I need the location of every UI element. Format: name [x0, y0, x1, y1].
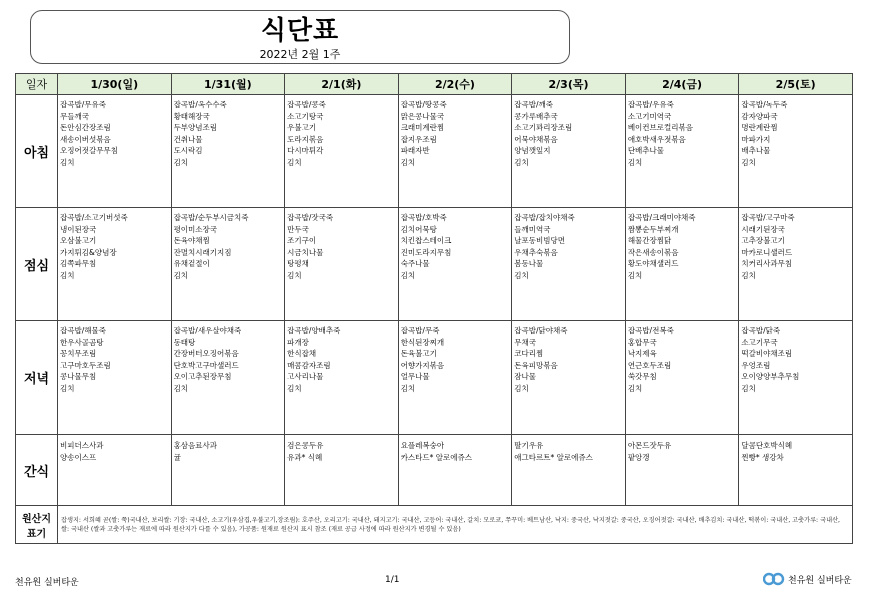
menu-cell	[58, 435, 172, 506]
menu-item: 김치	[514, 157, 529, 167]
menu-item: 오이고추된장무침	[173, 372, 232, 381]
menu-item: 탕평채	[287, 259, 309, 268]
menu-item: 잡곡밥/녹두죽	[741, 100, 788, 109]
menu-item: 잡지우조림	[400, 134, 437, 144]
menu-cell	[58, 95, 172, 208]
menu-item: 잡곡밥/순두부시금치죽	[173, 213, 249, 222]
origin-row	[16, 506, 853, 544]
corner-cell: 일자	[16, 74, 58, 95]
menu-item: 베이컨브로컬리볶음	[627, 123, 694, 132]
menu-item: 돈육불고기	[400, 349, 437, 358]
menu-item: 명란계란찜	[741, 123, 778, 132]
page-number: 1/1	[385, 575, 400, 585]
menu-item: 김치	[400, 270, 416, 280]
menu-item: 낙지제육	[627, 349, 657, 358]
menu-item: 고구마호두조림	[60, 360, 111, 370]
menu-item: 어묵야채볶음	[514, 134, 558, 144]
menu-cell	[625, 208, 739, 321]
menu-item: 애그타르트* 알로에쥬스	[514, 452, 593, 462]
menu-item: 배추나물	[741, 146, 771, 155]
menu-item: 달콤단호박식혜	[741, 441, 793, 450]
menu-item: 김치	[514, 270, 529, 280]
menu-item: 김치어묵탕	[400, 224, 437, 234]
menu-item: 찐빵* 생강차	[741, 452, 784, 462]
menu-cell	[739, 435, 853, 506]
menu-item: 양념깻잎지	[514, 146, 551, 155]
menu-item: 황도야채샐러드	[627, 259, 679, 268]
menu-item: 김쪽파무침	[60, 259, 97, 268]
menu-item: 시래기된장국	[741, 224, 785, 234]
meal-label: 점심	[16, 208, 58, 321]
origin-text: 잡생지: 서희혜 곧(쌀: 쭉)국내산, 보리쌀: 기장: 국내산, 소고기(우삼겹,우불고기,장조림): 호주산, 오리고기: 국내산, 돼지고기: 국내산, 고등어: 국내산, 갈치: 모로코, 쭈꾸미: 베트남산, 낙지: 중국산, 낙지젓갈: 중국산, 오징어젓갈: 국내산, 배추김치: 국내산, 떡볶이: 국내산, 고춧가루: 국내산, 쌀: 국내산 (쌀과 고춧가루는 재료에 따라 원산지가 다를 수 있음), 가공품: 원재료 원산지 표시 참조 (재료 공급 사정에 따라 원산지가 변경될 수 있음)	[58, 506, 853, 544]
menu-item: 애호박새우젓볶음	[627, 134, 686, 144]
menu-item: 김치	[514, 383, 529, 393]
menu-item: 황태해장국	[173, 111, 210, 121]
menu-item: 김치	[60, 157, 75, 167]
menu-item: 치킨찹스테이크	[400, 236, 452, 245]
menu-item: 잡곡밥/잣국죽	[287, 213, 334, 222]
menu-item: 평이미소장국	[173, 224, 218, 234]
menu-item: 잡곡밥/해물죽	[60, 326, 106, 335]
menu-item: 한우사골곰탕	[60, 337, 104, 347]
menu-cell	[512, 95, 626, 208]
menu-item: 한식잡채	[287, 349, 317, 358]
title-box	[30, 10, 570, 64]
menu-item: 김치	[173, 270, 189, 280]
menu-cell	[739, 321, 853, 435]
page-subtitle: 2022년 2월 1주	[259, 48, 341, 61]
menu-item: 잠나물	[514, 372, 536, 381]
menu-item: 잡곡밥/소고기버섯죽	[60, 213, 128, 222]
menu-item: 홍삼음료사과	[173, 441, 218, 450]
menu-item: 요플레복숭아	[400, 441, 445, 450]
menu-item: 김치	[627, 383, 643, 393]
day-header: 2/1(화)	[285, 74, 399, 95]
menu-item: 마카로니샐러드	[741, 247, 793, 257]
menu-item: 김치	[741, 270, 756, 280]
menu-item: 귤	[173, 452, 181, 462]
menu-item: 꽁치무조림	[60, 349, 97, 358]
menu-cell	[171, 208, 285, 321]
menu-cell	[171, 435, 285, 506]
menu-item: 파개장	[287, 337, 309, 347]
menu-cell	[285, 208, 399, 321]
menu-cell	[285, 435, 399, 506]
menu-item: 냉이된장국	[60, 224, 97, 234]
meal-label: 간식	[16, 435, 58, 506]
page-title: 식단표	[260, 16, 340, 46]
menu-cell	[512, 208, 626, 321]
menu-item: 시금치나물	[287, 247, 324, 257]
meal-label: 아침	[16, 95, 58, 208]
menu-item: 잡곡밥/콩죽	[287, 100, 326, 109]
menu-cell	[285, 95, 399, 208]
menu-cell	[625, 435, 739, 506]
menu-item: 한식된장찌개	[400, 337, 445, 347]
menu-item: 아몬드잣두유	[627, 441, 672, 450]
menu-item: 돈안심간장조림	[60, 123, 111, 132]
day-header: 2/5(토)	[739, 74, 853, 95]
day-header: 2/2(수)	[398, 74, 512, 95]
menu-item: 김치	[627, 270, 643, 280]
day-header: 1/31(월)	[171, 74, 285, 95]
menu-item: 맑은콩나물국	[400, 111, 445, 121]
menu-cell	[625, 95, 739, 208]
menu-item: 김치	[287, 383, 302, 393]
menu-item: 유채겉절이	[173, 259, 210, 268]
menu-item: 김치	[400, 383, 416, 393]
menu-item: 비피더스사과	[60, 441, 104, 450]
menu-item: 잡곡밥/잡치야채죽	[514, 213, 575, 222]
menu-cell	[171, 95, 285, 208]
menu-item: 해물간장찜닭	[627, 236, 672, 245]
menu-item: 소고기미역국	[627, 111, 672, 121]
cyw-logo-icon	[763, 571, 785, 587]
menu-item: 매콤감자조림	[287, 360, 331, 370]
menu-item: 코다리찜	[514, 349, 544, 358]
menu-item: 김치	[627, 157, 643, 167]
menu-item: 잔멸치시래기지짐	[173, 247, 232, 257]
menu-item: 콩나물무침	[60, 372, 97, 381]
menu-item: 잡곡밥/우유죽	[627, 100, 674, 109]
menu-item: 진미도라지무침	[400, 247, 452, 257]
menu-item: 유과* 식혜	[287, 452, 323, 462]
menu-item: 소고기꽈리장조림	[514, 123, 573, 132]
menu-item: 작은새송이볶음	[627, 247, 679, 257]
menu-item: 간장버터오징어볶음	[173, 349, 239, 358]
menu-item: 돈육야채찜	[173, 236, 210, 245]
menu-item: 오징어젓갈무무침	[60, 146, 118, 155]
menu-item: 새송이버섯볶음	[60, 134, 111, 144]
menu-item: 잡곡밥/무죽	[400, 326, 440, 335]
menu-item: 들깨미역국	[514, 224, 551, 234]
menu-cell	[171, 321, 285, 435]
menu-cell	[739, 95, 853, 208]
menu-item: 잡곡밥/땅콩죽	[400, 100, 447, 109]
menu-item: 연근호두조림	[627, 360, 672, 370]
menu-cell	[625, 321, 739, 435]
menu-item: 마파가지	[741, 134, 771, 144]
menu-item: 김치	[400, 157, 416, 167]
menu-item: 잡곡밥/크래미야채죽	[627, 213, 696, 222]
menu-item: 잡곡밥/닭야채죽	[514, 326, 568, 335]
menu-item: 카스타드* 알로에쥬스	[400, 452, 473, 462]
menu-cell	[739, 208, 853, 321]
menu-item: 잡곡밥/깨죽	[514, 100, 554, 109]
menu-item: 도시락김	[173, 146, 203, 155]
menu-cell	[398, 95, 512, 208]
menu-item: 팥앙갱	[627, 452, 650, 462]
origin-label: 원산지 표기	[16, 506, 58, 544]
menu-item: 어향가지볶음	[400, 360, 445, 370]
menu-item: 봄동나물	[514, 259, 544, 268]
menu-item: 조기구이	[287, 236, 317, 245]
dinner-row	[16, 321, 853, 435]
menu-item: 김치	[60, 270, 75, 280]
day-header: 1/30(일)	[58, 74, 172, 95]
lunch-row	[16, 208, 853, 321]
menu-table	[15, 73, 853, 544]
menu-item: 잡곡밥/양배추죽	[287, 326, 341, 335]
menu-item: 떡갈비야채조림	[741, 349, 793, 358]
menu-item: 홍합무국	[627, 337, 657, 347]
menu-item: 검은콩두유	[287, 441, 324, 450]
menu-cell	[58, 208, 172, 321]
menu-item: 소고기무국	[741, 337, 778, 347]
menu-item: 잡곡밥/옥수수죽	[173, 100, 227, 109]
menu-item: 건취나물	[173, 134, 203, 144]
menu-item: 잡곡밥/무유죽	[60, 100, 106, 109]
menu-item: 가지튀김&양념장	[60, 247, 117, 257]
menu-item: 도라지볶음	[287, 134, 324, 144]
menu-item: 김치	[287, 270, 302, 280]
day-header: 2/4(금)	[625, 74, 739, 95]
menu-item: 김치	[741, 383, 756, 393]
menu-item: 다시마튀각	[287, 146, 324, 155]
footer-right-text: 천유원 실버타운	[788, 575, 852, 586]
menu-item: 감자양파국	[741, 111, 778, 121]
menu-item: 김치	[741, 157, 756, 167]
menu-cell	[58, 321, 172, 435]
menu-item: 콩가루배추국	[514, 111, 558, 121]
menu-item: 잡곡밥/고구마죽	[741, 213, 795, 222]
footer-logo	[763, 571, 852, 587]
menu-item: 치커리사과무침	[741, 259, 793, 268]
menu-item: 잡곡밥/새우살야채죽	[173, 326, 242, 335]
menu-item: 잡곡밥/닭죽	[741, 326, 781, 335]
menu-item: 숙주나물	[400, 259, 430, 268]
header-row	[16, 74, 853, 95]
menu-item: 무들깨국	[60, 111, 89, 121]
menu-item: 동태탕	[173, 337, 196, 347]
day-header: 2/3(목)	[512, 74, 626, 95]
menu-item: 두부양념조림	[173, 123, 218, 132]
menu-cell	[285, 321, 399, 435]
menu-item: 우채추숙볶음	[514, 247, 558, 257]
menu-item: 김치	[60, 383, 75, 393]
menu-item: 단배추나물	[627, 146, 665, 155]
menu-item: 단호박고구마샐러드	[173, 360, 239, 370]
menu-item: 짬뽕순두부찌개	[627, 224, 679, 234]
menu-item: 무채국	[514, 337, 536, 347]
menu-item: 돈육피망볶음	[514, 360, 558, 370]
snack-row	[16, 435, 853, 506]
menu-item: 우불고기	[287, 123, 317, 132]
menu-item: 고추장불고기	[741, 236, 785, 245]
menu-item: 김치	[287, 157, 302, 167]
menu-item: 우엉조림	[741, 360, 771, 370]
menu-item: 잡곡밥/호박죽	[400, 213, 447, 222]
menu-cell	[512, 321, 626, 435]
menu-item: 양송이스프	[60, 452, 97, 462]
menu-item: 파래자반	[400, 146, 430, 155]
menu-item: 고사리나물	[287, 372, 324, 381]
menu-item: 오삼불고기	[60, 236, 97, 245]
menu-item: 얼무나물	[400, 372, 430, 381]
menu-cell	[398, 208, 512, 321]
menu-item: 잡곡밥/전복죽	[627, 326, 674, 335]
menu-item: 딸기우유	[514, 441, 544, 450]
footer-left-text: 천유원 실버타운	[15, 578, 79, 588]
meal-label: 저녁	[16, 321, 58, 435]
menu-item: 쑥갓무침	[627, 372, 657, 381]
menu-cell	[398, 321, 512, 435]
menu-item: 오이양양부추무침	[741, 372, 800, 381]
menu-item: 날포동비빔당면	[514, 236, 565, 245]
menu-item: 소고기탕국	[287, 111, 324, 121]
menu-cell	[398, 435, 512, 506]
menu-cell	[512, 435, 626, 506]
menu-item: 만두국	[287, 224, 309, 234]
menu-item: 김치	[173, 157, 189, 167]
breakfast-row	[16, 95, 853, 208]
menu-item: 김치	[173, 383, 189, 393]
menu-item: 크래미계란찜	[400, 123, 445, 132]
